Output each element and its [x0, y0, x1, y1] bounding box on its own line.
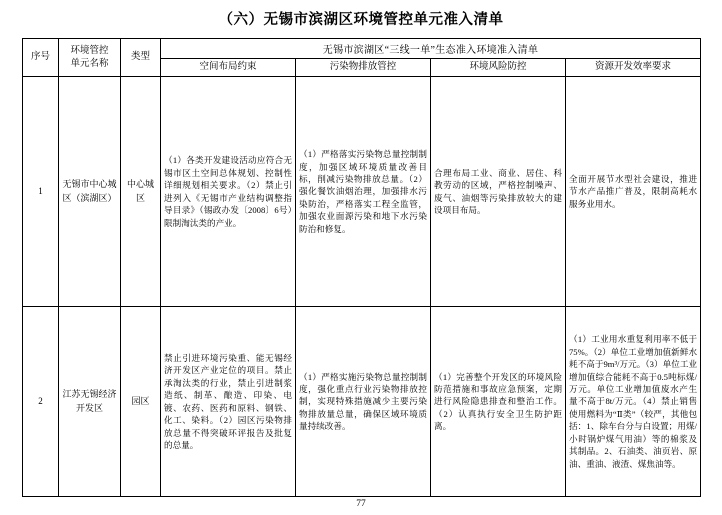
- page-number: 77: [356, 499, 366, 509]
- row-risk: （1）完善整个开发区的环境风险防范措施和事故应急预案，定期进行风险隐患排查和整治工作。（2）认真执行安全卫生防护距离。: [431, 307, 566, 497]
- table-row: [23, 77, 701, 307]
- row-risk: 合理布局工业、商业、居住、科教劳动的区域，严格控制噪声、废气、油烟等污染排放较大的建设项目布局。: [431, 77, 566, 307]
- row-unit-name: 无锡市中心城区（滨湖区）: [59, 77, 121, 307]
- table-header-row-1: [23, 39, 701, 59]
- header-group-title: 无锡市滨湖区“三线一单”生态准入环境准入清单: [161, 39, 701, 59]
- header-col-spatial: 空间布局约束: [161, 59, 296, 77]
- header-seq: 序号: [23, 39, 59, 77]
- row-pollution: （1）严格落实污染物总量控制制度，加强区域环境质量改善目标，削减污染物排放总量。（2）强化餐饮油烟治理，加强排水污染防治，严格落实工程全监管，加强农业面源污染和地下水污染防治和修复。: [296, 77, 431, 307]
- row-seq: 2: [23, 307, 59, 497]
- row-seq: 1: [23, 77, 59, 307]
- row-pollution: （1）严格实施污染物总量控制制度，强化重点行业污染物排放控制，实现特殊措施减少主要污染物排放量总量，确保区域环境质量持续改善。: [296, 307, 431, 497]
- access-list-table: [22, 38, 701, 497]
- page-title: （六）无锡市滨湖区环境管控单元准入清单: [218, 12, 504, 28]
- row-resource: （1）工业用水重复利用率不低于75%。（2）单位工业增加值新鲜水耗不高于9m³/万元。（3）单位工业增加值综合能耗不高于0.5吨标煤/万元。单位工业增加值废水产生量不高于8t/万元。（4）禁止销售使用燃料为“Ⅱ类”（较严，其他包括：1、除车台分与白设置；用煤/小时锅炉煤气用油）等的棉浆及其制品。2、石油类、油页岩、原油、重油、液渣、煤焦油等。: [566, 307, 701, 497]
- header-col-pollution: 污染物排放管控: [296, 59, 431, 77]
- row-category: 园区: [121, 307, 161, 497]
- row-category: 中心城区: [121, 77, 161, 307]
- header-col-risk: 环境风险防控: [431, 59, 566, 77]
- header-col-resource: 资源开发效率要求: [566, 59, 701, 77]
- row-spatial: 禁止引进环境污染重、能无锡经济开发区产业定位的项目。禁止承淘汰类的行业，禁止引进制浆造纸、制革、酿造、印染、电镀、农药、医药和原料、钢铁、化工、染料。（2）园区污染物排放总量不得突破环评报告及批复的总量。: [161, 307, 296, 497]
- table-row: [23, 307, 701, 497]
- header-unit-name: 环境管控 单元名称: [59, 39, 121, 77]
- header-category: 类型: [121, 39, 161, 77]
- row-resource: 全面开展节水型社会建设，推进节水产品推广普及，限制高耗水服务业用水。: [566, 77, 701, 307]
- row-unit-name: 江苏无锡经济开发区: [59, 307, 121, 497]
- row-spatial: （1）各类开发建设活动应符合无锡市区土空间总体规划、控制性详细规划相关要求。（2）禁止引进列入《无锡市产业结构调整指导目录》（锡政办发〔2008〕6号）限制淘汰类的产业。: [161, 77, 296, 307]
